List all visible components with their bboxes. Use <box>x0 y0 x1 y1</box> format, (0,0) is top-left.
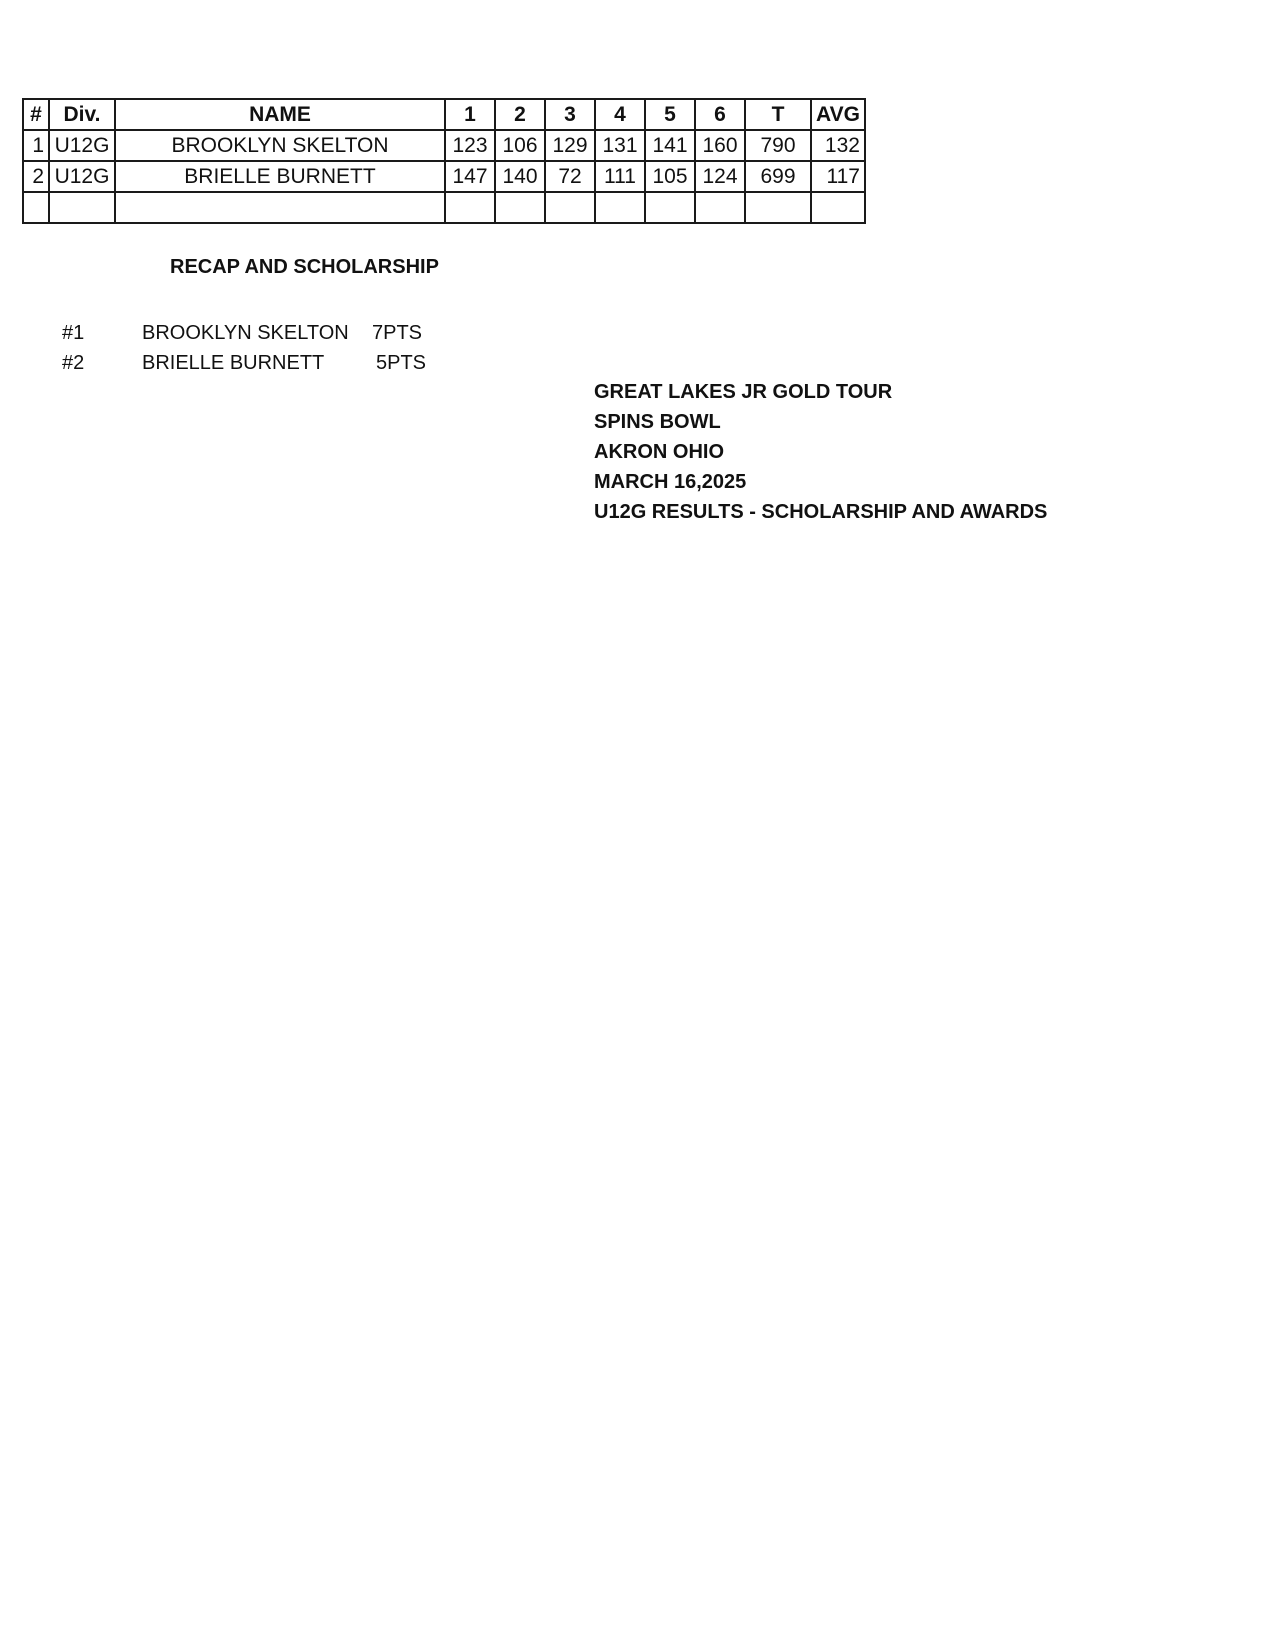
header-game-5: 5 <box>645 99 695 130</box>
cell-game-1: 147 <box>445 161 495 192</box>
header-division: Div. <box>49 99 115 130</box>
cell-name: BRIELLE BURNETT <box>115 161 445 192</box>
cell-total: 790 <box>745 130 811 161</box>
empty-cell <box>495 192 545 223</box>
empty-cell <box>445 192 495 223</box>
table-header-row <box>23 99 865 130</box>
recap-name: BRIELLE BURNETT <box>142 352 325 374</box>
header-game-6: 6 <box>695 99 745 130</box>
event-title: U12G RESULTS - SCHOLARSHIP AND AWARDS <box>594 501 1048 523</box>
header-game-4: 4 <box>595 99 645 130</box>
header-total: T <box>745 99 811 130</box>
cell-name: BROOKLYN SKELTON <box>115 130 445 161</box>
recap-name: BROOKLYN SKELTON <box>142 322 349 344</box>
cell-game-2: 106 <box>495 130 545 161</box>
cell-game-4: 131 <box>595 130 645 161</box>
header-game-3: 3 <box>545 99 595 130</box>
event-info <box>594 377 1047 527</box>
table-row <box>23 130 865 161</box>
header-game-1: 1 <box>445 99 495 130</box>
empty-cell <box>645 192 695 223</box>
cell-game-5: 141 <box>645 130 695 161</box>
empty-cell <box>745 192 811 223</box>
table-row-empty <box>23 192 865 223</box>
event-date: MARCH 16,2025 <box>594 471 747 493</box>
cell-game-3: 129 <box>545 130 595 161</box>
empty-cell <box>811 192 865 223</box>
header-rank: # <box>23 99 49 130</box>
cell-game-5: 105 <box>645 161 695 192</box>
empty-cell <box>23 192 49 223</box>
cell-game-6: 160 <box>695 130 745 161</box>
cell-rank: 2 <box>23 161 49 192</box>
cell-game-4: 111 <box>595 161 645 192</box>
event-city: AKRON OHIO <box>594 441 724 463</box>
recap-rank: #1 <box>62 322 85 344</box>
event-tour: GREAT LAKES JR GOLD TOUR <box>594 381 893 403</box>
empty-cell <box>49 192 115 223</box>
cell-division: U12G <box>49 130 115 161</box>
cell-game-3: 72 <box>545 161 595 192</box>
empty-cell <box>545 192 595 223</box>
empty-cell <box>695 192 745 223</box>
cell-rank: 1 <box>23 130 49 161</box>
cell-average: 117 <box>811 161 865 192</box>
cell-division: U12G <box>49 161 115 192</box>
event-venue: SPINS BOWL <box>594 411 721 433</box>
table-row <box>23 161 865 192</box>
recap-points: 7PTS <box>372 322 423 344</box>
header-name: NAME <box>115 99 445 130</box>
cell-game-6: 124 <box>695 161 745 192</box>
recap-points: 5PTS <box>376 352 427 374</box>
results-table <box>22 98 866 224</box>
header-average: AVG <box>811 99 865 130</box>
cell-average: 132 <box>811 130 865 161</box>
cell-total: 699 <box>745 161 811 192</box>
recap-heading: RECAP AND SCHOLARSHIP <box>170 256 439 278</box>
recap-rank: #2 <box>62 352 85 374</box>
cell-game-2: 140 <box>495 161 545 192</box>
empty-cell <box>115 192 445 223</box>
cell-game-1: 123 <box>445 130 495 161</box>
header-game-2: 2 <box>495 99 545 130</box>
empty-cell <box>595 192 645 223</box>
